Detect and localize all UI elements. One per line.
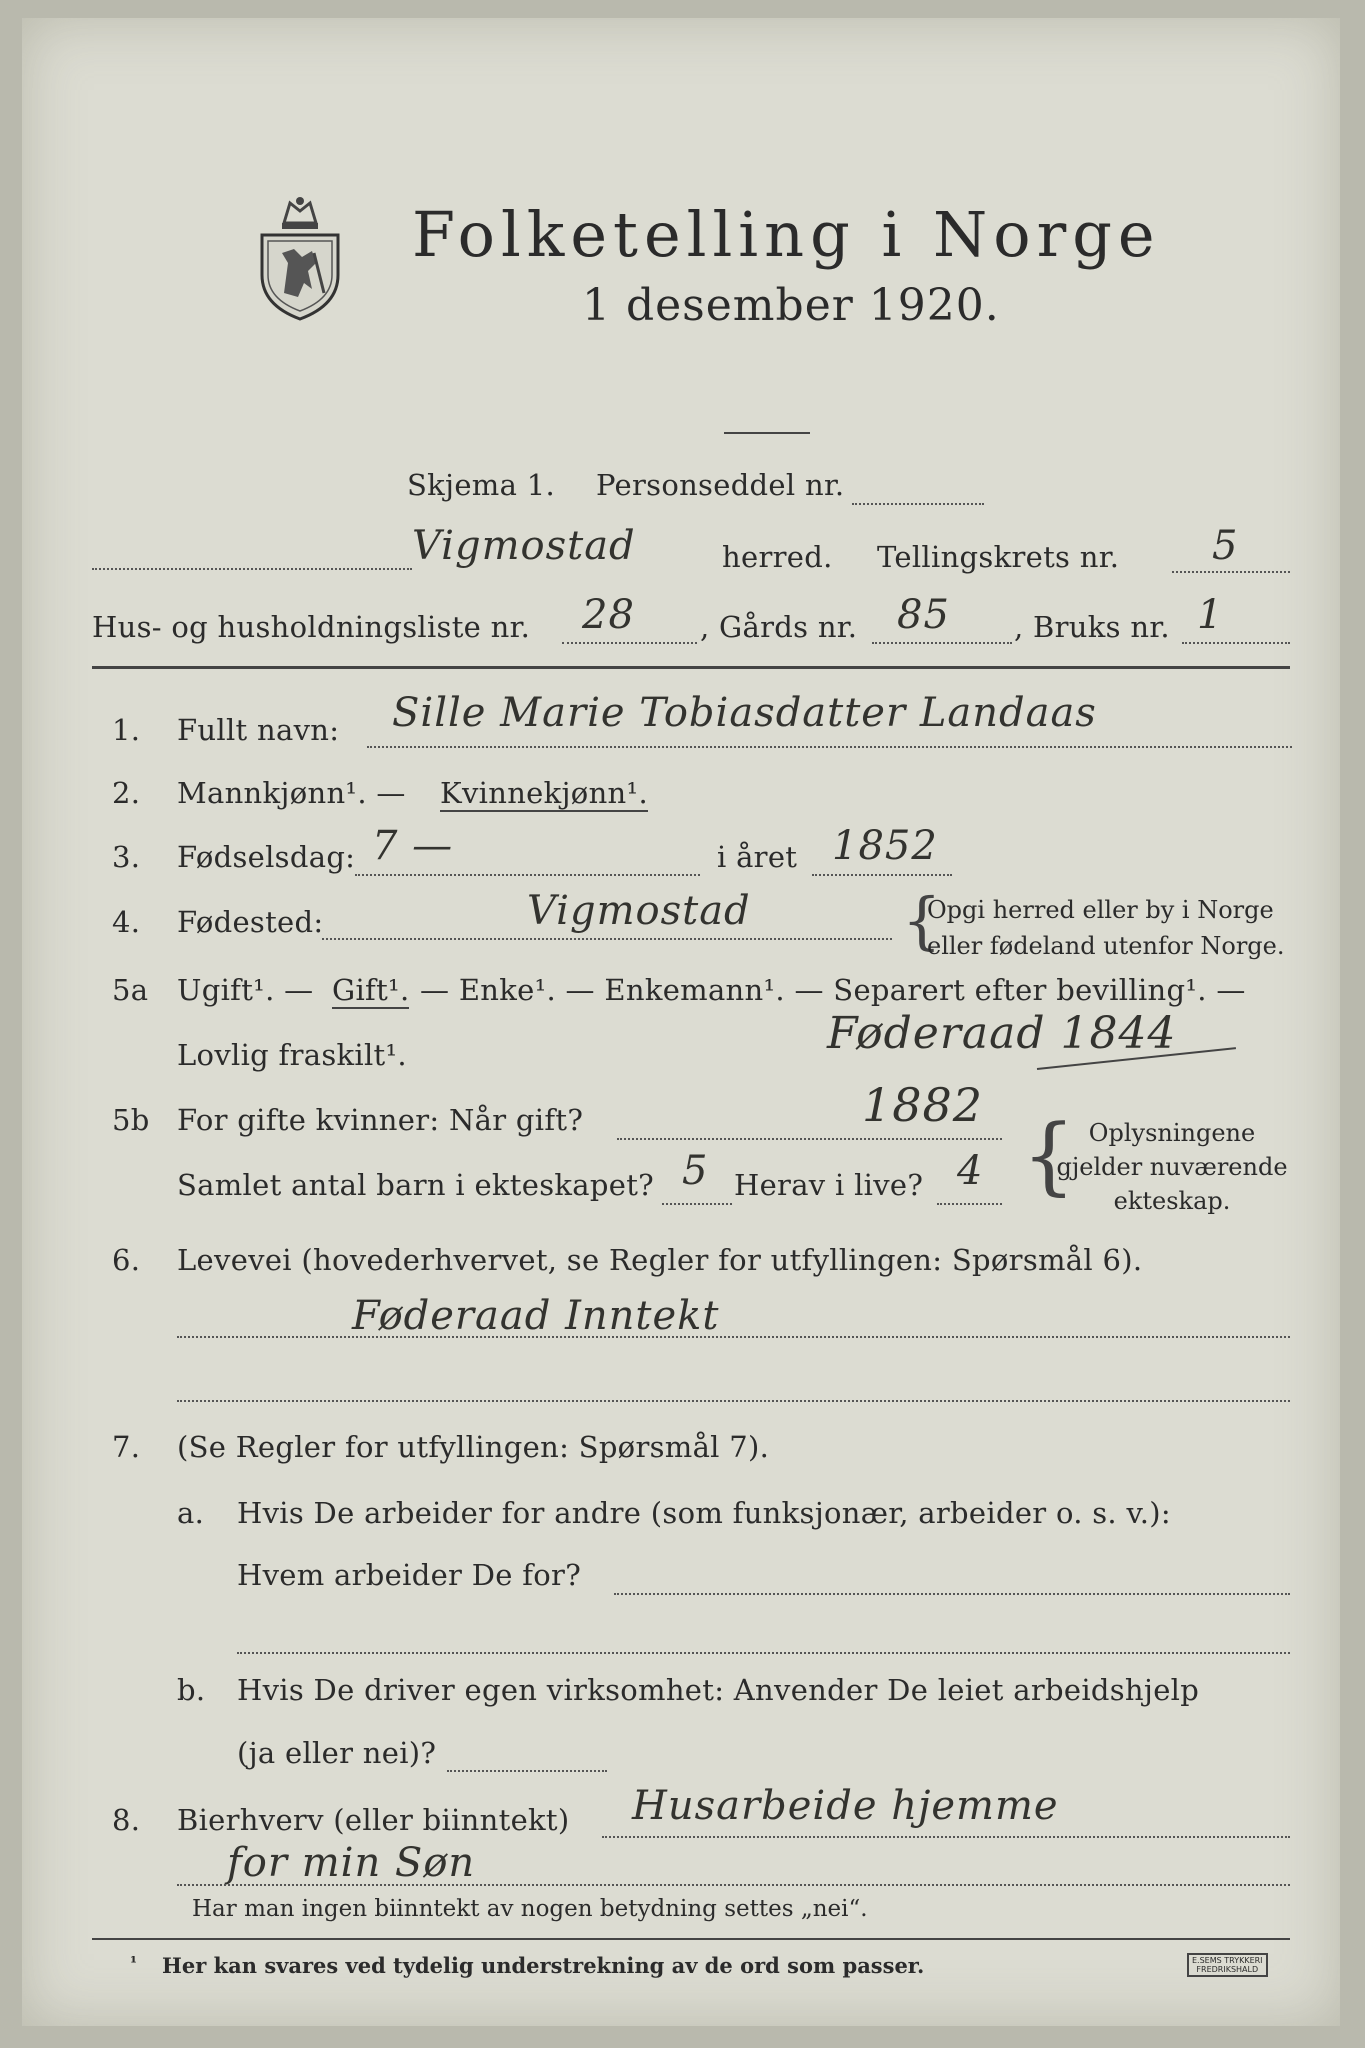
q5b-children-label: Samlet antal barn i ekteskapet? xyxy=(177,1168,654,1202)
q4-brace: { xyxy=(902,884,942,957)
gards-value[interactable]: 85 xyxy=(897,592,950,638)
q7a-text: Hvis De arbeider for andre (som funksjonær, arbeider o. s. v.): xyxy=(237,1496,1171,1530)
q4-label: Fødested: xyxy=(177,905,324,939)
q2-kvinne-option[interactable]: Kvinnekjønn¹. xyxy=(440,776,648,810)
q3-year-field xyxy=(812,874,952,876)
gards-label: , Gårds nr. xyxy=(700,610,858,644)
q6-label: Levevei (hovederhvervet, se Regler for utfyllingen: Spørsmål 6). xyxy=(177,1243,1143,1277)
personseddel-field[interactable] xyxy=(852,503,984,505)
q5b-alive-field xyxy=(937,1203,1002,1205)
q5a-gift-option[interactable]: Gift¹. xyxy=(332,973,410,1007)
q5b-note-line2: gjelder nuværende xyxy=(1056,1153,1288,1181)
census-form-page xyxy=(22,18,1340,2026)
husliste-label: Hus- og husholdningsliste nr. xyxy=(92,610,531,644)
q1-full-name-value[interactable]: Sille Marie Tobiasdatter Landaas xyxy=(392,690,1097,736)
q5b-note xyxy=(1052,1116,1292,1218)
q4-birthplace-value[interactable]: Vigmostad xyxy=(527,888,751,934)
q1-label: Fullt navn: xyxy=(177,713,340,747)
q5a-ugift-option[interactable]: Ugift¹. — xyxy=(177,973,314,1007)
q4-field xyxy=(322,938,892,940)
printer-line2: FREDRIKSHALD xyxy=(1196,1965,1259,1974)
header-separator xyxy=(92,666,1290,669)
title-divider xyxy=(724,432,810,434)
q5a-number: 5a xyxy=(112,973,149,1007)
q7a-letter: a. xyxy=(177,1496,205,1530)
herred-value[interactable]: Vigmostad xyxy=(412,523,636,569)
q1-field xyxy=(367,746,1292,748)
gards-field xyxy=(872,642,1012,644)
footnote-mark: ¹ xyxy=(130,1953,138,1972)
q8-field-line1 xyxy=(602,1836,1290,1838)
form-title: Folketelling i Norge xyxy=(412,198,1161,271)
q5b-year-field xyxy=(617,1138,1002,1140)
tellingskrets-field xyxy=(1172,571,1290,573)
q6-field-line2 xyxy=(177,1400,1290,1402)
q3-number: 3. xyxy=(112,840,141,874)
q5b-brace: { xyxy=(1022,1106,1076,1204)
herred-label: herred. xyxy=(722,540,833,574)
skjema-label: Skjema 1. xyxy=(407,468,555,502)
q2-number: 2. xyxy=(112,776,141,810)
q8-value-line2[interactable]: for min Søn xyxy=(227,1840,476,1886)
husliste-value[interactable]: 28 xyxy=(582,592,635,638)
q7b-text: Hvis De driver egen virksomhet: Anvender De leiet arbeidshjelp xyxy=(237,1673,1200,1707)
footnote-text: Her kan svares ved tydelig understrekning av de ord som passer. xyxy=(162,1953,925,1978)
q8-value-line1[interactable]: Husarbeide hjemme xyxy=(632,1783,1059,1829)
q7b-field[interactable] xyxy=(447,1770,607,1772)
q7a-field-line2[interactable] xyxy=(237,1652,1290,1654)
tellingskrets-value[interactable]: 5 xyxy=(1212,523,1239,569)
q4-number: 4. xyxy=(112,905,141,939)
tellingskrets-label: Tellingskrets nr. xyxy=(877,540,1120,574)
form-subtitle: 1 desember 1920. xyxy=(582,280,1000,331)
q8-field-line2 xyxy=(177,1884,1290,1886)
q3-label: Fødselsdag: xyxy=(177,840,356,874)
q2-mann-option[interactable]: Mannkjønn¹. — xyxy=(177,776,406,810)
q7a-field-line1[interactable] xyxy=(614,1593,1290,1595)
q7-label: (Se Regler for utfyllingen: Spørsmål 7). xyxy=(177,1430,770,1464)
q3-day-value[interactable]: 7 — xyxy=(372,823,454,869)
q8-number: 8. xyxy=(112,1803,141,1837)
q1-number: 1. xyxy=(112,713,141,747)
q8-label: Bierhverv (eller biinntekt) xyxy=(177,1803,570,1837)
q5b-note-line3: ekteskap. xyxy=(1113,1187,1231,1215)
q5b-children-value[interactable]: 5 xyxy=(682,1148,709,1194)
q5b-note-line1: Oplysningene xyxy=(1088,1119,1256,1147)
q3-year-label: i året xyxy=(717,840,798,874)
q6-field-line1 xyxy=(177,1336,1290,1338)
coat-of-arms-icon xyxy=(254,193,346,323)
q4-note-line1: Opgi herred eller by i Norge xyxy=(927,896,1274,924)
q5b-year-value[interactable]: 1882 xyxy=(862,1078,984,1132)
q5a-other-options[interactable]: — Enke¹. — Enkemann¹. — Separert efter bevilling¹. — xyxy=(420,973,1246,1007)
q5b-children-field xyxy=(662,1203,732,1205)
herred-leader-dots xyxy=(92,568,412,570)
q4-note-line2: eller fødeland utenfor Norge. xyxy=(927,932,1285,960)
q3-year-value[interactable]: 1852 xyxy=(832,823,938,869)
printer-stamp xyxy=(1187,1953,1268,1977)
q7b-question: (ja eller nei)? xyxy=(237,1736,437,1770)
q5b-alive-value[interactable]: 4 xyxy=(957,1148,984,1194)
q6-occupation-value[interactable]: Føderaad Inntekt xyxy=(352,1293,720,1339)
q3-day-field xyxy=(355,874,700,876)
q5b-number: 5b xyxy=(112,1103,150,1137)
q6-number: 6. xyxy=(112,1243,141,1277)
q5b-alive-label: Herav i live? xyxy=(734,1168,924,1202)
bruks-label: , Bruks nr. xyxy=(1014,610,1170,644)
q7b-letter: b. xyxy=(177,1673,206,1707)
q7-number: 7. xyxy=(112,1430,141,1464)
bruks-field xyxy=(1182,642,1290,644)
q5a-handwritten-note: Føderaad 1844 xyxy=(827,1008,1177,1059)
footnote-separator xyxy=(92,1938,1290,1940)
husliste-field xyxy=(562,642,697,644)
printer-line1: E.SEMS TRYKKERI xyxy=(1192,1956,1263,1965)
personseddel-label: Personseddel nr. xyxy=(596,468,845,502)
bruks-value[interactable]: 1 xyxy=(1197,592,1224,638)
q5a-fraskilt-option[interactable]: Lovlig fraskilt¹. xyxy=(177,1038,407,1072)
q8-note: Har man ingen biinntekt av nogen betydning settes „nei“. xyxy=(192,1896,868,1922)
q7a-question: Hvem arbeider De for? xyxy=(237,1558,582,1592)
q5b-label: For gifte kvinner: Når gift? xyxy=(177,1103,584,1137)
